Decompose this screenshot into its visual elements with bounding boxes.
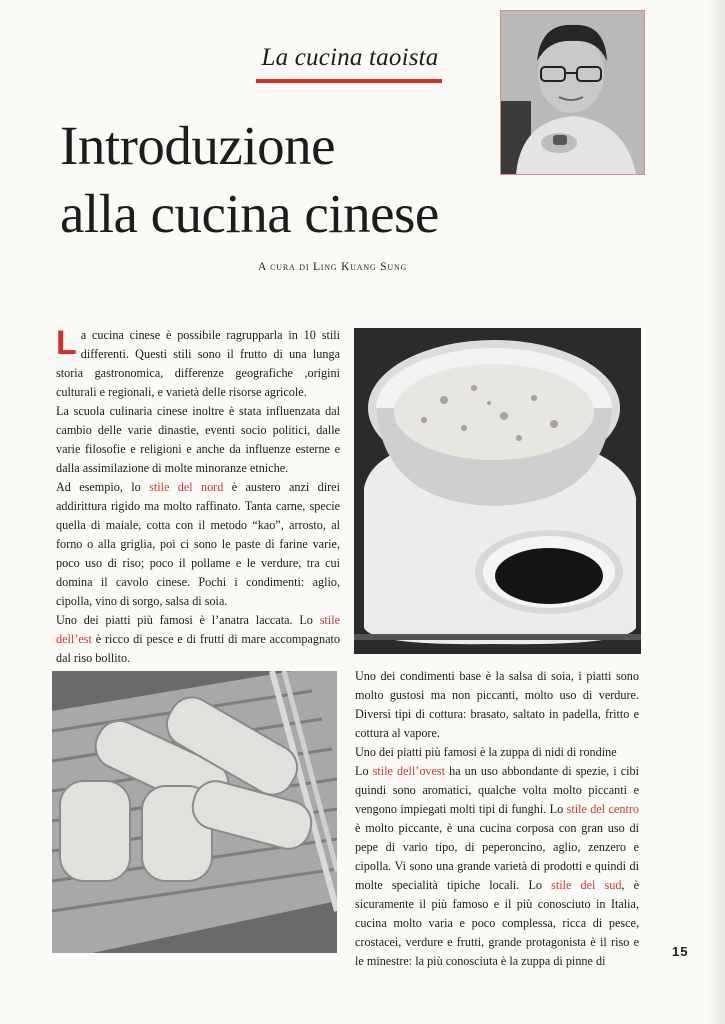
article-column-right	[355, 667, 639, 971]
title-line-2: alla cucina cinese	[60, 183, 439, 244]
paragraph-north: Ad esempio, lo stile del nord è austero anzi direi addirittura rigido ma molto raffinato. Tanta carne, specie quella di maiale, cotta con il metodo “kao”, arrosto, al forno o alla griglia, poi ci sono le paste di farine varie, poco uso di riso; poco il pollame e le verdure, tra cui domina il cavolo cinese. Pochi i condimenti: aglio, cipolla, vino di sorgo, salsa di soia.	[56, 480, 340, 608]
title-line-1: Introduzione	[60, 115, 336, 176]
paragraph-birds-nest: Uno dei piatti più famosi è la zuppa di nidi di rondine	[355, 745, 617, 759]
highlight-west-style: stile dell’ovest	[372, 764, 446, 778]
highlight-center-style: stile del centro	[566, 802, 639, 816]
article-title	[60, 112, 530, 248]
section-underline	[256, 79, 442, 83]
drop-cap: L	[56, 324, 77, 362]
page-edge-shadow	[707, 0, 725, 1024]
author-portrait-photo	[500, 10, 645, 175]
section-title: La cucina taoista	[261, 44, 439, 71]
article-byline: A cura di Ling Kuang Sung	[258, 261, 408, 273]
page-number: 15	[672, 944, 689, 959]
paragraph-east: Uno dei piatti più famosi è l’anatra laccata. Lo stile dell’est è ricco di pesce e di frutti di mare accompagnato dal riso bollito.	[56, 613, 340, 665]
paragraph-intro: La cucina cinese è possibile ragrupparla in 10 stili differenti. Questi stili sono il frutto di una lunga storia gastronomica, differenze geografiche ,origini culturali e regionali, e varietà delle risorse agricole.	[56, 324, 340, 399]
paragraph-influences: La scuola culinaria cinese inoltre è stata influenzata dal cambio delle varie dinastie, eventi socio politici, dalle varie filosofie e religioni e anche da influenze esterne e dalla assimilazione di molte minoranze etniche.	[56, 404, 340, 475]
paragraph-west-center-south: Lo stile dell’ovest ha un uso abbondante di spezie, i cibi quindi sono aromatici, qualche volta molto piccanti e vengono impiegati molti tipi di funghi. Lo stile del centro è molto piccante, è una cucina corposa con gran uso di pepe di vario tipo, di peperoncino, aglio, zenzero e cipolla. Vi sono una grande varietà di prodotti e quindi di molte specialità tipiche locali. Lo stile del sud, è sicuramente il più famoso e il più conosciuto in Italia, cucina molto varia e poco complessa, ricca di pesce, crostacei, verdure e frutti, grande protagonista è il riso e le minestre: la più conosciuta è la zuppa di pinne di	[355, 764, 639, 968]
highlight-east-style: stile dell’est	[56, 613, 340, 646]
highlight-south-style: stile del sud	[551, 878, 622, 892]
article-column-left	[56, 326, 340, 668]
highlight-north-style: stile del nord	[149, 480, 224, 494]
spring-rolls-photo	[52, 671, 337, 953]
paragraph-soy: Uno dei condimenti base è la salsa di soia, i piatti sono molto gustosi ma non piccanti, molto uso di verdure. Diversi tipi di cottura: brasato, saltato in padella, fritto e cottura al vapore.	[355, 669, 639, 740]
fried-rice-photo	[354, 328, 641, 654]
